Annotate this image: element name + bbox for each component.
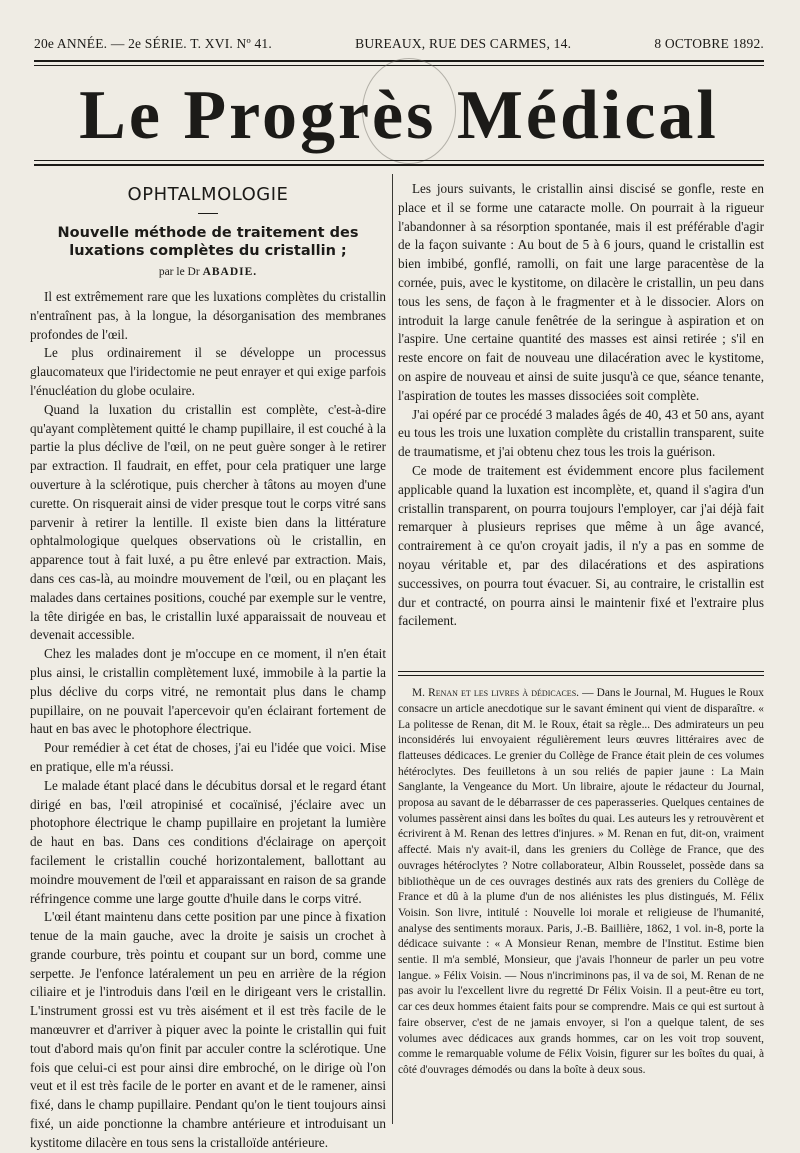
article-paragraph: Ce mode de traitement est évidemment encore plus facilement applicable quand la luxation est incomplète, et, quand il s'agira d'un cristallin transparent, on pourra toujours l'employer, car j'ai déjà fait remarquer à plusieurs reprises que même à un âge avancé, contrairement à ce qu'on croyait jadis, il n'y a pas en somme de noyau véritable et, par des dilacérations et des aspirations successives, on pourra tout évacuer. Si, au contraire, le cristallin est dur et contracté, on pourra ainsi le maintenir fixé et l'extraire plus facilement. [398, 462, 764, 629]
byline-author: ABADIE. [202, 266, 258, 278]
section-title: OPHTALMOLOGIE [127, 184, 289, 205]
news-item [398, 686, 764, 1079]
article-paragraph: Le plus ordinairement il se développe un processus glaucomateux que l'iridectomie ne peut enrayer et qui exige parfois l'énucléation du globe oculaire. [30, 345, 386, 398]
section-rule [198, 213, 218, 214]
article-paragraph: Il est extrêmement rare que les luxations complètes du cristallin n'entraînent pas, à la longue, la désorganisation des membranes profondes de l'œil. [30, 289, 386, 342]
news-rule-thin [398, 675, 764, 676]
masthead-rule-thin [34, 160, 764, 161]
column-divider [392, 174, 393, 1124]
issue-number: 20e ANNÉE. — 2e SÉRIE. T. XVI. Nº 41. [34, 36, 272, 51]
article-paragraph: Chez les malades dont je m'occupe en ce moment, il n'en était plus ainsi, le cristallin complètement luxé, immobile à la partie la plus déclive du corps vitré, ne remontait plus dans le champ pupillaire, on ne pouvait l'apercevoir qu'en éclairant fortement de haut en bas avec le photophore électrique. [30, 646, 386, 737]
issue-header [34, 36, 764, 52]
article-paragraph: Le malade étant placé dans le décubitus dorsal et le regard étant dirigé en bas, l'œil atropinisé et cocaïnisé, j'éclaire avec un photophore électrique le champ pupillaire en projetant la lumière de haut en bas. Dans ces conditions d'éclairage on aperçoit facilement le cristallin couché horizontalement, ballottant au moindre mouvement de l'œil et apparaissant en raison de sa grande réfringence comme une large goutte d'huile dans le corps vitré. [30, 777, 386, 906]
article-byline [30, 266, 386, 278]
office-address: BUREAUX, RUE DES CARMES, 14. [355, 36, 572, 51]
right-column [398, 180, 764, 1079]
article-paragraph: Quand la luxation du cristallin est complète, c'est-à-dire qu'ayant complètement quitté le champ pupillaire, il est couché à la partie la plus déclive de l'œil, on ne peut guère songer à le retirer par extraction. Il faudrait, en effet, pour cela pratiquer une large ouverture à la sclérotique, puis chercher à tâtons au moyen d'une curette. On risquerait ainsi de vider presque tout le corps vitré sans parvenir à retirer la lentille. Il existe bien dans la littérature ophtalmologique quelques observations où le cristallin, en apparence tout à fait luxé, a pu être enlevé par extraction. Mais, dans ces cas-là, au moindre mouvement de l'œil, ou en plaçant les malades dans certaines positions, couché par exemple sur le ventre, la tête dirigée en bas, le cristallin luxé apparaissait de nouveau et devenait accessible. [30, 401, 386, 643]
news-lead: M. Renan et les livres à dédicaces. [412, 687, 579, 700]
masthead-rule [34, 164, 764, 166]
article-title: Nouvelle méthode de traitement des luxations complètes du cristallin ; [57, 225, 359, 259]
article-paragraph: Pour remédier à cet état de choses, j'ai eu l'idée que voici. Mise en pratique, elle m'a réussi. [30, 740, 386, 774]
news-text: — Dans le Journal, M. Hugues le Roux consacre un article anecdotique sur le savant éminent qui vient de disparaître. « La politesse de Renan, dit M. le Roux, était sa règle... Des admirateurs un peu inconsidérés lui envoyaient régulièrement leurs œuvres littéraires avec de flatteuses dédicaces. Le grenier du Collège de France était plein de ces volumes hétéroclytes. Des feuilletons à un sou reliés de papier jaune : La Main Sanglante, la Vengeance du Mort. Un libraire, ajoute le rédacteur du Journal, proposa au savant de le débarrasser de ces paperasseries. Quelques centaines de volumes passèrent ainsi dans les boîtes du quai. Les auteurs les y retrouvèrent et écrivirent à M. Renan des lettres d'injures. » M. Renan en fut, dit-on, vraiment affecté. Mais n'y avait-il, dans les greniers du Collège de France, que des ouvrages hétéroclytes ? Notre collaborateur, Albin Rousselet, possède dans sa bibliothèque un de ces ouvrages destinés aux rats des greniers du Collège de France et dû à la plume d'un de nos aliénistes les plus distingués, M. Félix Voisin. Son livre, intitulé : Nouvelle loi morale et religieuse de l'humanité, analyse des sentiments moraux. Paris, J.-B. Baillière, 1862, 1 vol. in-8, porte la dédicace suivante : « A Monsieur Renan, membre de l'Institut. Estime bien sentie. Il m'a semblé, Monsieur, que j'avais l'honneur de parler un peu votre langue. » Félix Voisin. — Nous n'incriminons pas, il va de soi, M. Renan de ne pas avoir lu l'excellent livre du regretté Dr Félix Voisin. Il a peut-être eu tort, car ces deux hommes étaient faits pour se comprendre. Mais ce qui est surtout à faire observer, c'est de ne jamais envoyer, si l'on a quelque talent, de ses volumes avec dédicaces aux grands hommes, car on les voit trop souvent, comme le remarquable volume de Félix Voisin, figurer sur les boîtes du quai, à côté d'ouvrages démodés ou dans la boîte à deux sous. [398, 687, 764, 1076]
left-column [30, 180, 386, 1153]
issue-date: 8 OCTOBRE 1892. [654, 36, 764, 51]
news-paragraph [398, 686, 764, 1079]
article-paragraph: Les jours suivants, le cristallin ainsi discisé se gonfle, reste en place et il se forme une cataracte molle. On pourrait à la rigueur l'abandonner à sa résorption spontanée, mais il est préférable d'agir de la façon suivante : Au bout de 5 à 6 jours, quand le cristallin est bien imbibé, gonflé, ramolli, on fait une large paracentèse de la cornée, puis, avec le kystitome, on dilacère le cristallin, un peu dans tous les sens, de façon à le fragmenter et à le dissocier. Alors on introduit la large canule fenêtrée de la seringue à aspiration et on l'aspire. Une certaine quantité des masses est ainsi retirée ; s'il en reste encore on fait de nouveau une dilacération avec le kystitome, on aspire de nouveau et ainsi de suite jusqu'à ce que, séance tenante, l'aspiration de toutes les masses dissociées soit complète. [398, 181, 764, 403]
news-rule [398, 671, 764, 672]
byline-prefix: par le Dr [158, 266, 200, 278]
article-paragraph: L'œil étant maintenu dans cette position par une pince à fixation tenue de la main gauche, avec la droite je saisis un crochet à grande courbure, très pointu et coupant sur un bord, comme une serpette. Je l'enfonce latéralement un peu en arrière de la région ciliaire et je l'introduis dans l'œil en le dirigeant vers le cristallin. L'instrument grossi est vu très aisément et il est très facile de le manœuvrer et d'arriver à piquer avec la pointe le cristallin qui fuit tout d'abord mais qu'on finit par acculer contre la sclérotique. Une fois que celui-ci est pour ainsi dire embroché, on le dirige où l'on veut et il est très facile de le porter en avant et de le ramener, ainsi fixé, dans le champ pupillaire. Pendant qu'on le tient toujours ainsi fixé, un aide ponctionne la chambre antérieure et introduisant un kystitome dilacère en tous sens la cristalloïde antérieure. [30, 909, 386, 1150]
article-paragraph: J'ai opéré par ce procédé 3 malades âgés de 40, 43 et 50 ans, ayant eu tous les trois une luxation complète du cristallin transparent, suite de traumatisme, et j'ai obtenu chez tous les trois la guérison. [398, 406, 764, 460]
masthead-title: Le Progrès Médical [79, 77, 719, 154]
